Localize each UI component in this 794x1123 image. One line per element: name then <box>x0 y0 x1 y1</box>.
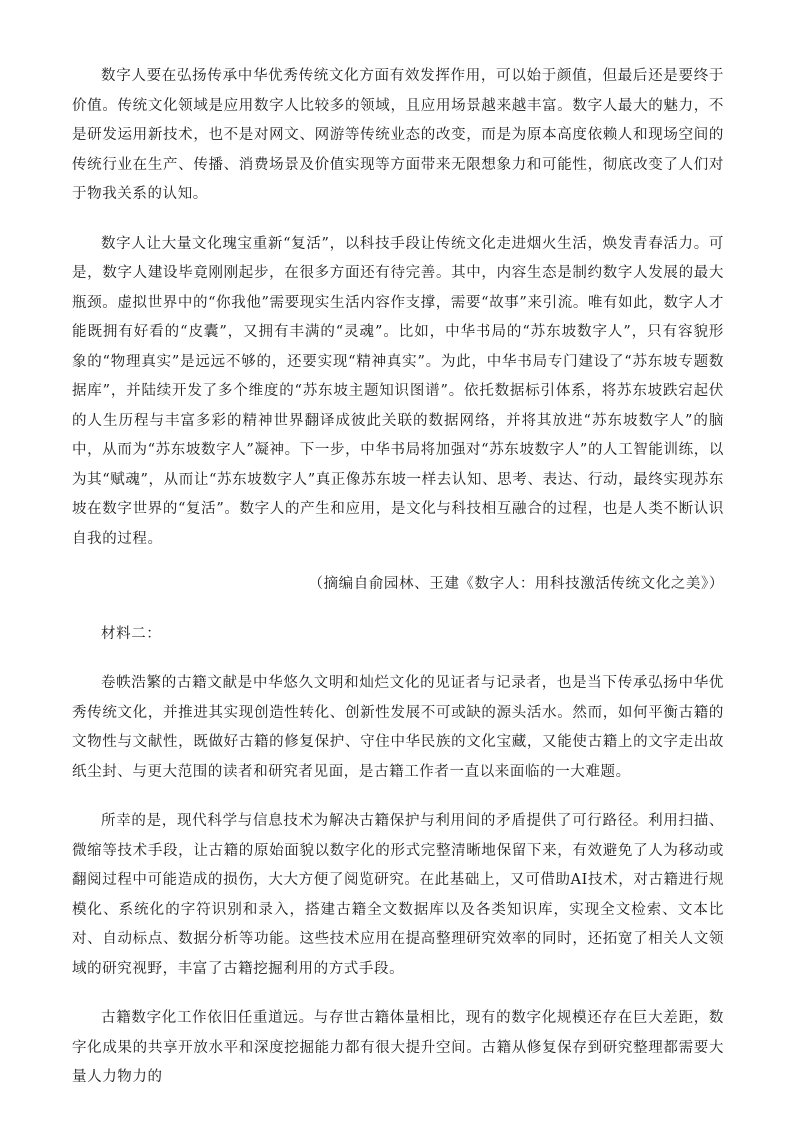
source-citation: （摘编自俞园林、王建《数字人：用科技激活传统文化之美》） <box>308 576 724 592</box>
material-2-heading: 材料二： <box>101 625 162 642</box>
document-page <box>72 62 724 1093</box>
paragraph-1: 数字人要在弘扬传承中华优秀传统文化方面有效发挥作用，可以始于颜值，但最后还是要终于价值。传统文化领域是应用数字人比较多的领域，且应用场景越来越丰富。数字人最大的魅力，不是研发运用新技术，也不是对网文、网游等传统业态的改变，而是为原本高度依赖人和现场空间的传统行业在生产、传播、消费场景及价值实现等方面带来无限想象力和可能性，彻底改变了人们对于物我关系的认知。 <box>72 68 724 202</box>
paragraph-3: 卷帙浩繁的古籍文献是中华悠久文明和灿烂文化的见证者与记录者，也是当下传承弘扬中华优秀传统文化，并推进其实现创造性转化、创新性发展不可或缺的源头活水。然而，如何平衡古籍的文物性与文献性，既做好古籍的修复保护、守住中华民族的文化宝藏，又能使古籍上的文字走出故纸尘封、与更大范围的读者和研究者见面，是古籍工作者一直以来面临的一大难题。 <box>72 675 724 780</box>
paragraph-4: 所幸的是，现代科学与信息技术为解决古籍保护与利用间的矛盾提供了可行路径。利用扫描、微缩等技术手段，让古籍的原始面貌以数字化的形式完整清晰地保留下来，有效避免了人为移动或翻阅过程中可能造成的损伤，大大方便了阅览研究。在此基础上，又可借助AI技术，对古籍进行规模化、系统化的字符识别和录入，搭建古籍全文数据库以及各类知识库，实现全文检索、文本比对、自动标点、数据分析等功能。这些技术应用在提高整理研究效率的同时，还拓宽了相关人文领域的研究视野，丰富了古籍挖掘利用的方式手段。 <box>72 813 724 977</box>
paragraph-2: 数字人让大量文化瑰宝重新“复活”，以科技手段让传统文化走进烟火生活，焕发青春活力。可是，数字人建设毕竟刚刚起步，在很多方面还有待完善。其中，内容生态是制约数字人发展的最大瓶颈。虚拟世界中的“你我他”需要现实生活内容作支撑，需要“故事”来引流。唯有如此，数字人才能既拥有好看的“皮囊”，又拥有丰满的“灵魂”。比如，中华书局的“苏东坡数字人”，只有容貌形象的“物理真实”是远远不够的，还要实现“精神真实”。为此，中华书局专门建设了“苏东坡专题数据库”，并陆续开发了多个维度的“苏东坡主题知识图谱”。依托数据标引体系，将苏东坡跌宕起伏的人生历程与丰富多彩的精神世界翻译成彼此关联的数据网络，并将其放进“苏东坡数字人”的脑中，从而为“苏东坡数字人”凝神。下一步，中华书局将加强对“苏东坡数字人”的人工智能训练，以为其“赋魂”，从而让“苏东坡数字人”真正像苏东坡一样去认知、思考、表达、行动，最终实现苏东坡在数字世界的“复活”。数字人的产生和应用，是文化与科技相互融合的过程，也是人类不断认识自我的过程。 <box>72 235 724 547</box>
paragraph-5: 古籍数字化工作依旧任重道远。与存世古籍体量相比，现有的数字化规模还存在巨大差距，数字化成果的共享开放水平和深度挖掘能力都有很大提升空间。古籍从修复保存到研究整理都需要大量人力物力的 <box>72 1010 724 1085</box>
